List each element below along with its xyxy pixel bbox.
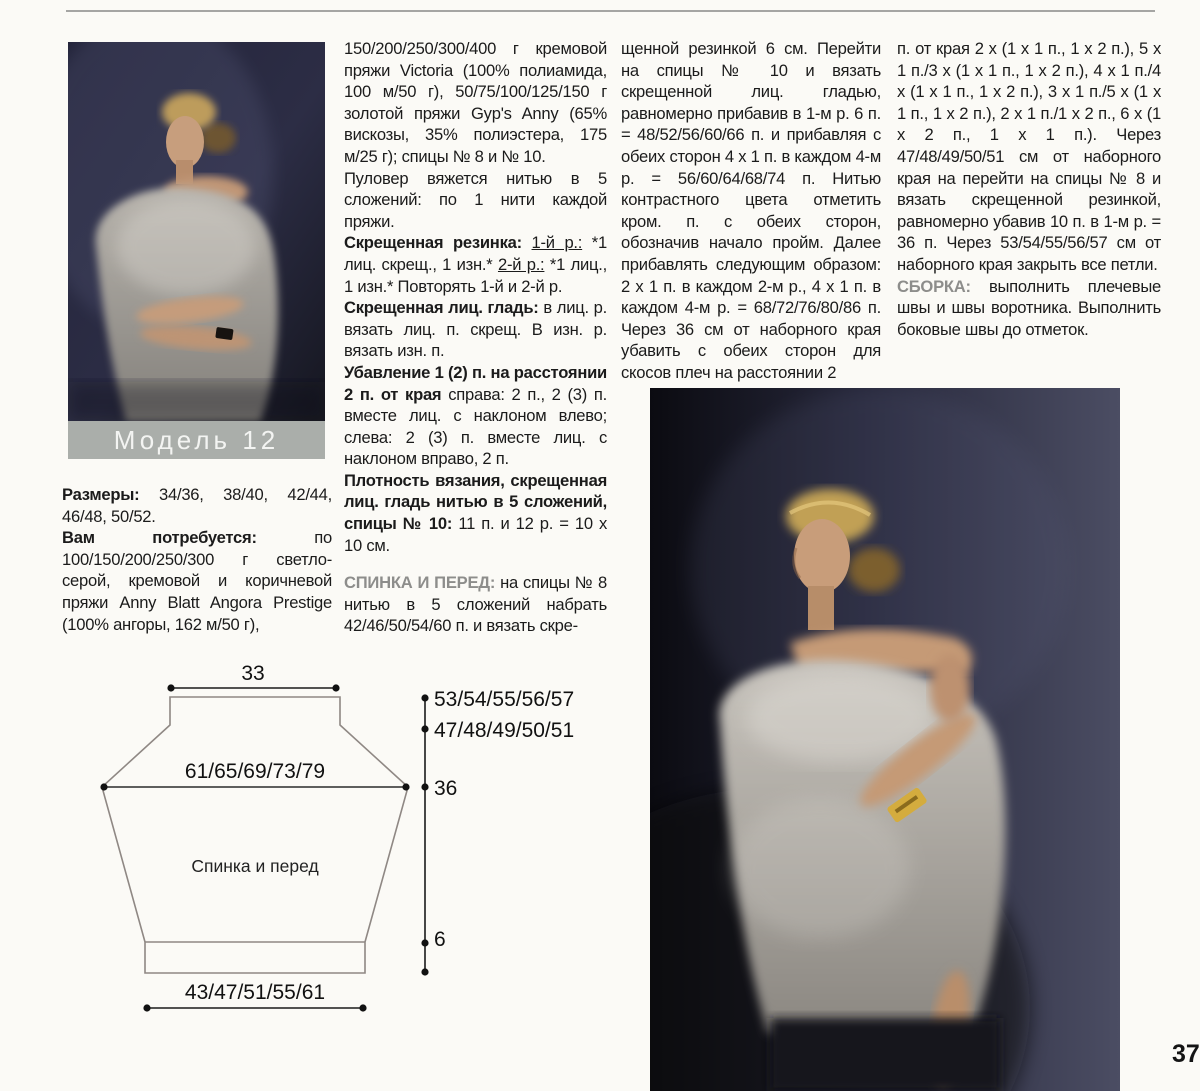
label-mid-width: 61/65/69/73/79 [184,760,326,783]
instructions-column-2 [344,38,607,637]
page-number: 37 [1172,1040,1200,1068]
hair-bun [848,548,900,592]
trousers [770,1018,1000,1091]
label-top-width: 33 [241,662,265,685]
bracelet [215,327,233,340]
paragraph: Размеры: 34/36, 38/40, 42/44, 46/48, 50/52. [62,485,332,526]
label-height-band: 6 [434,928,446,951]
label-bottom-width: 43/47/51/55/61 [184,981,326,1004]
model-photo-large-art [650,388,1120,1091]
paragraph: п. от края 2 х (1 х 1 п., 1 х 2 п.), 5 х 1 п./3 х (1 х 1 п., 1 х 2 п.), 4 х 1 п./4 х (1 х 1 п., 1 х 2 п.), 3 х 1 п./5 х (1 х 1 п., 1 х 2 п.), 2 х 1 п./1 х 2 п., 6 х (1 х 2 п., 1 х 1 п.). Через 47/48/49/50/51 см от наборного края на перейти на спицы № 8 и вязать скрещенной резинкой, равномерно убавив 10 п. в 1-м р. = 36 п. Через 53/54/55/56/57 см от наборного края закрыть все петли. [897,39,1161,274]
piece-outline [102,697,408,973]
instructions-column-4 [897,38,1161,340]
pattern-schematic [56,640,596,1040]
paragraph: Пуловер вяжется нитью в 5 сложений: по 1 нити каждой пряжи. [344,168,607,231]
paragraph: СБОРКА: выполнить плечевые швы и швы воротника. Выполнить боковые швы до отметок. [897,276,1161,339]
paragraph: Плотность вязания, скрещенная лиц. гладь нитью в 5 сложений, спицы № 10: 11 п. и 12 р. = 10 х 10 см. [344,470,607,555]
instructions-column-1 [62,484,332,635]
instructions-column-3 [621,38,881,384]
label-piece-name: Спинка и перед [191,856,319,876]
face [794,519,850,593]
label-height-collar: 47/48/49/50/51 [434,719,575,742]
paragraph: Убавление 1 (2) п. на расстоянии 2 п. от края справа: 2 п., 2 (3) п. вместе лиц. с наклоном влево; слева: 2 (3) п. вместе лиц. с наклоном вправо, 2 п. [344,362,607,469]
hand-on-shoulder [930,654,970,722]
paragraph: щенной резинкой 6 см. Перейти на спицы № 10 и вязать скрещенной лиц. гладью, равномерно прибавив в 1-м р. 6 п. = 48/52/56/60/66 п. и прибавляя с обеих сторон 4 х 1 п. в каждом 4-м р. = 56/60/64/68/74 п. Нитью контрастного цвета отметить кром. п. с обеих сторон, обозначив начало пройм. Далее прибавлять следующим образом: 2 х 1 п. в каждом 2-м р., 4 х 1 п. в каждом 4-м р. = 68/72/76/80/86 п. Через 36 см от наборного края убавить с обеих сторон для скосов плеч на расстоянии 2 [621,39,881,382]
top-rule [66,10,1155,12]
label-height-armhole: 36 [434,777,458,800]
paragraph: СПИНКА И ПЕРЕД: на спицы № 8 нитью в 5 сложений набрать 42/46/50/54/60 п. и вязать скре- [344,573,607,636]
model-photo-small [68,42,325,421]
model-photo-small-art [68,42,325,421]
paragraph: Скрещенная лиц. гладь: в лиц. р. вязать лиц. п. скрещ. В изн. р. вязать изн. п. [344,298,607,361]
photo-caption: Модель 12 [68,421,325,459]
label-height-total: 53/54/55/56/57 [434,688,575,711]
hair-bun [200,123,236,153]
paragraph: Скрещенная резинка: 1-й р.: *1 лиц. скрещ., 1 изн.* 2-й р.: *1 лиц., 1 изн.* Повторять 1-й и 2-й р. [344,233,607,296]
paragraph: 150/200/250/300/400 г кремовой пряжи Victoria (100% полиамида, 100 м/50 г), 50/75/100/125/150 г золотой пряжи Gyp's Anny (65% вискозы, 35% полиэстера, 175 м/25 г); спицы № 8 и № 10. [344,39,607,166]
model-photo-large [650,388,1120,1091]
paragraph: Вам потребуется: по 100/150/200/250/300 г светло-серой, кремовой и коричневой пряжи Anny Blatt Angora Prestige (100% ангоры, 162 м/50 г), [62,528,332,634]
